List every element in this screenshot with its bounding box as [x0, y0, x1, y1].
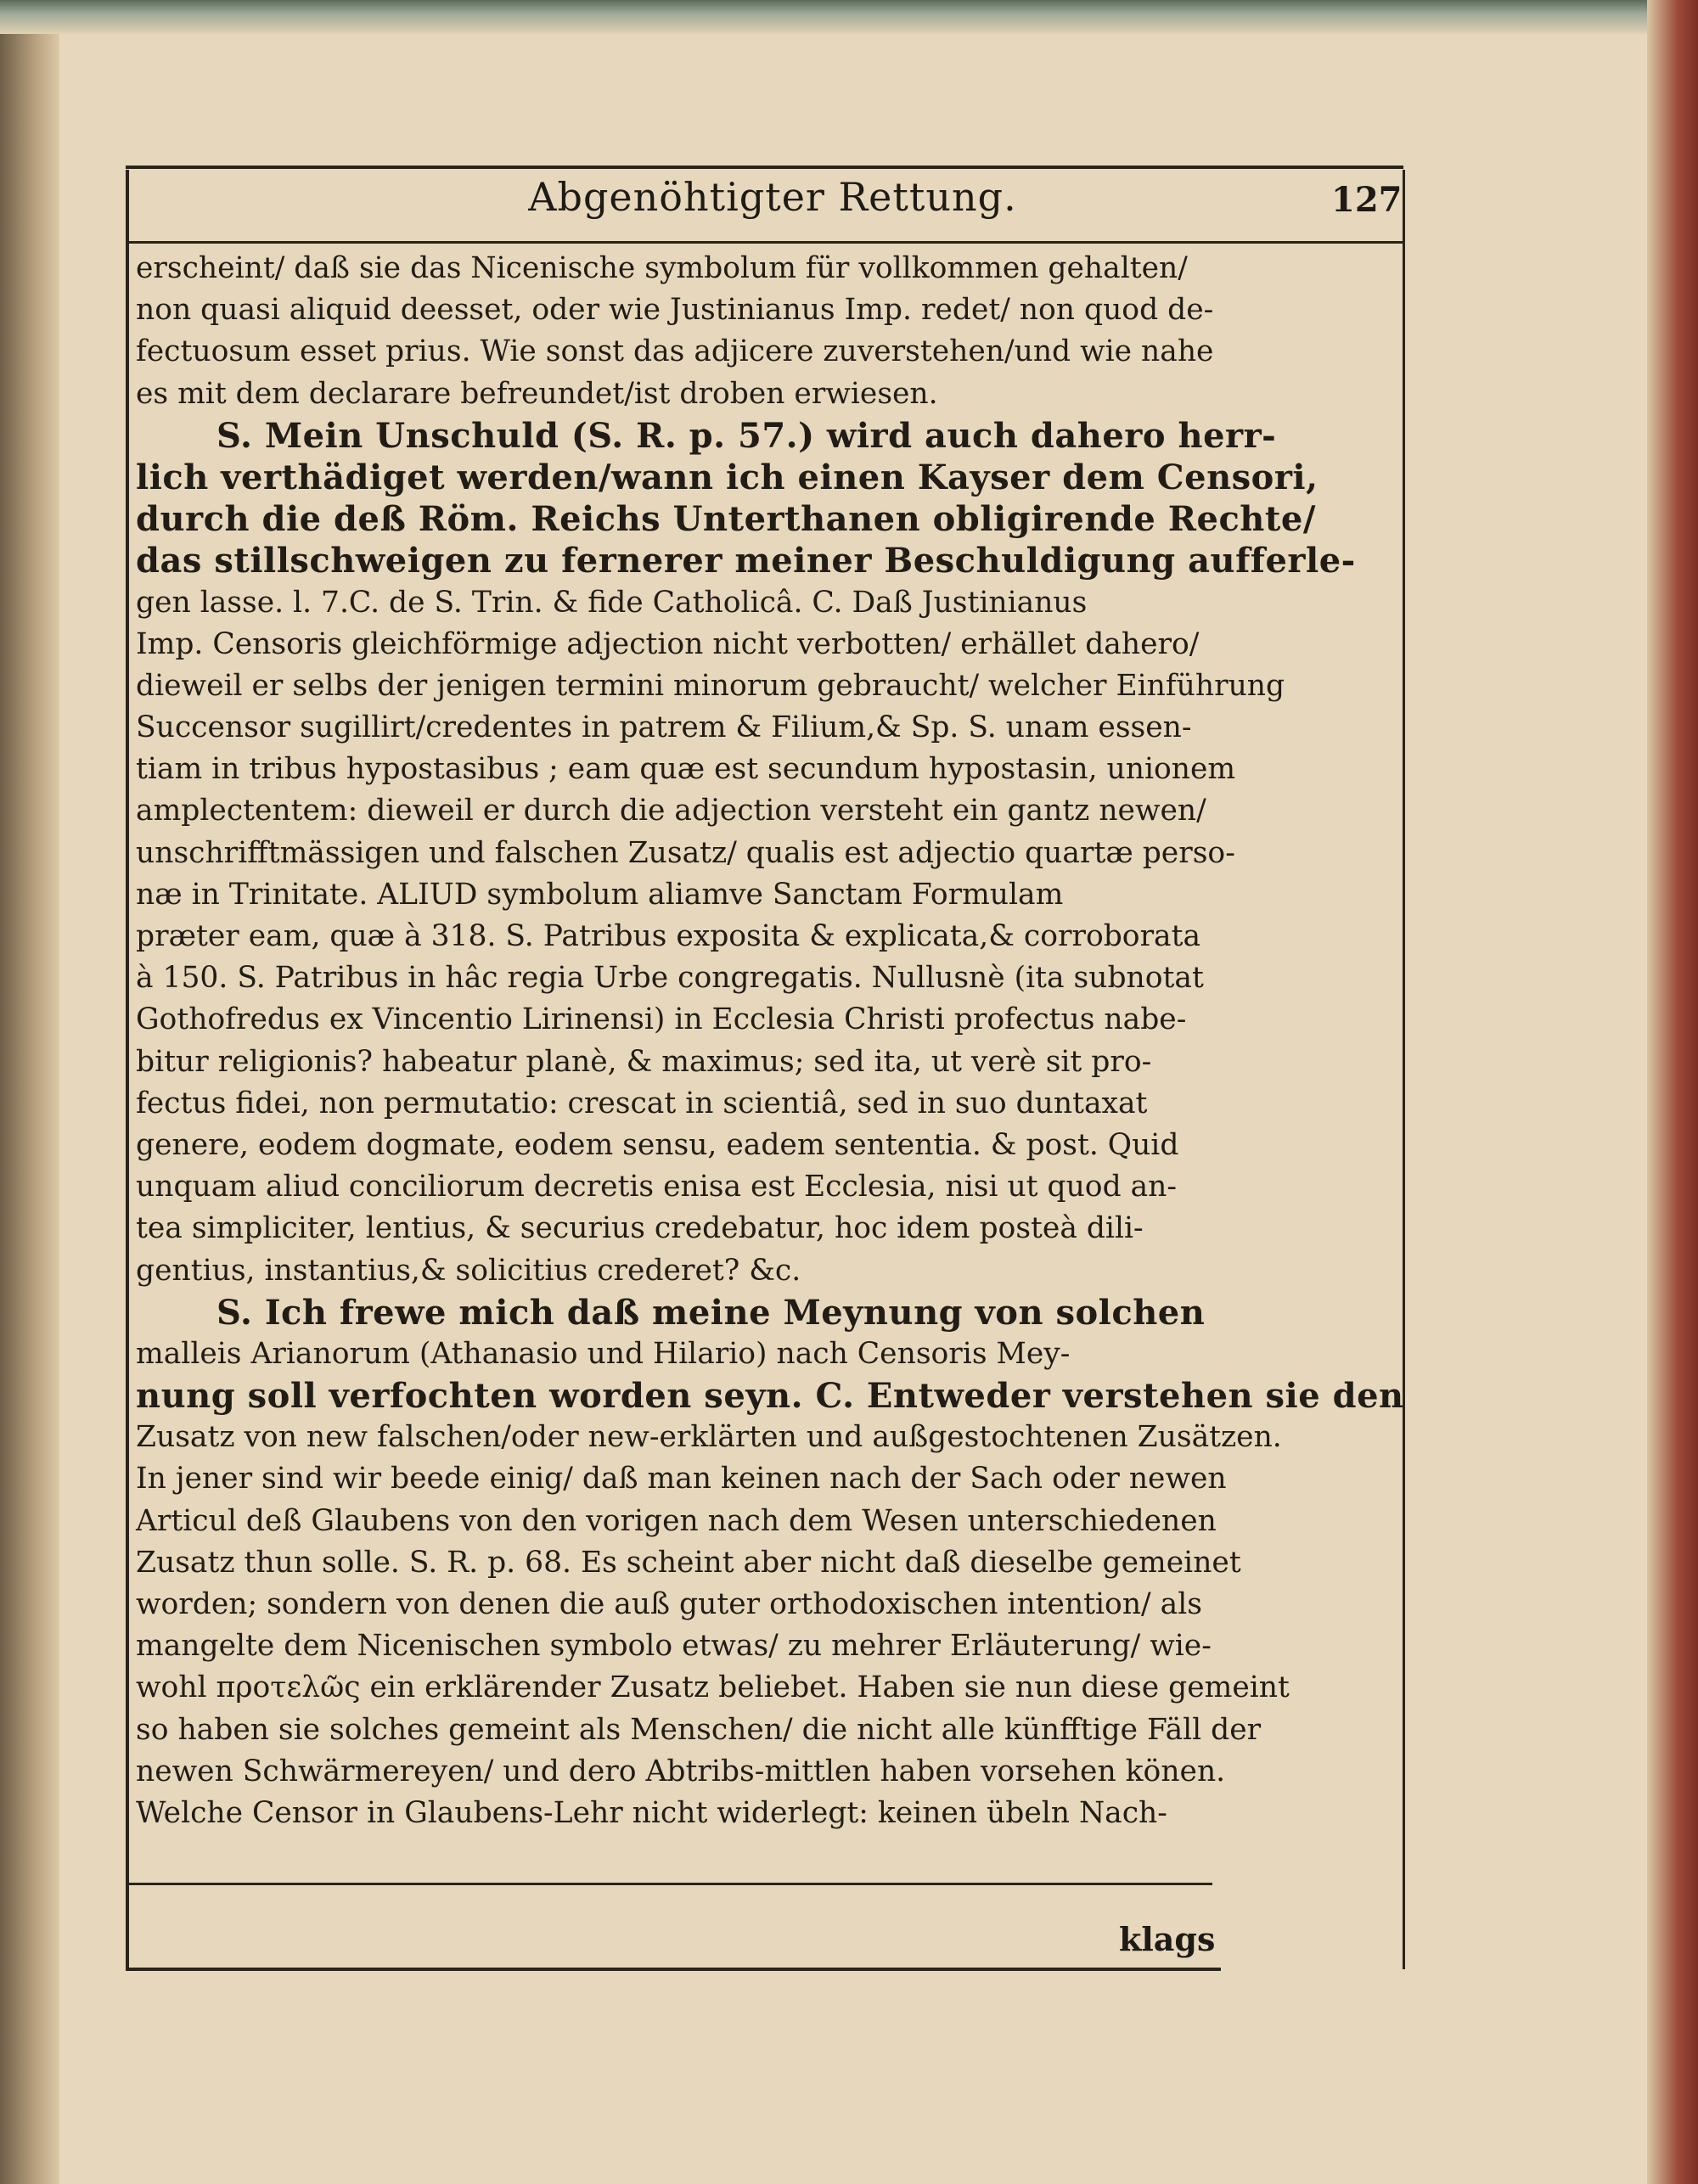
text-line: præter eam, quæ à 318. S. Patribus exposita & explicata,& corroborata	[136, 919, 1201, 953]
text-line: worden; sondern von denen die auß guter orthodoxischen intention/ als	[136, 1587, 1202, 1621]
header-rule-bottom	[126, 241, 1403, 244]
text-line: Gothofredus ex Vincentio Lirinensi) in Ecclesia Christi profectus nabe-	[136, 1002, 1187, 1037]
text-line: unquam aliud conciliorum decretis enisa est Ecclesia, nisi ut quod an-	[136, 1170, 1178, 1204]
text-line: Imp. Censoris gleichförmige adjection nicht verbotten/ erhället dahero/	[136, 626, 1200, 661]
text-line: Zusatz thun solle. S. R. p. 68. Es scheint aber nicht daß dieselbe gemeinet	[136, 1545, 1241, 1580]
frame-bottom-rule	[126, 1968, 1221, 1971]
text-line: malleis Arianorum (Athanasio und Hilario) nach Censoris Mey-	[136, 1336, 1071, 1371]
text-line: wohl προτελῶς ein erklärender Zusatz beliebet. Haben sie nun diese gemeint	[136, 1670, 1290, 1705]
body-text	[136, 248, 1404, 1834]
page-number: 127	[1331, 180, 1403, 220]
text-line: durch die deß Röm. Reichs Unterthanen obligirende Rechte/	[136, 499, 1316, 540]
text-line: Articul deß Glaubens von den vorigen nach dem Wesen unterschiedenen	[136, 1503, 1217, 1538]
text-line: tea simpliciter, lentius, & securius credebatur, hoc idem posteà dili-	[136, 1211, 1144, 1246]
text-line: In jener sind wir beede einig/ daß man keinen nach der Sach oder newen	[136, 1462, 1227, 1496]
text-line: S. Mein Unschuld (S. R. p. 57.) wird auch dahero herr-	[216, 415, 1277, 456]
page-fore-edge	[1647, 0, 1698, 2184]
text-line: es mit dem declarare befreundet/ist droben erwiesen.	[136, 376, 938, 411]
text-line: so haben sie solches gemeint als Menschen/ die nicht alle künfftige Fäll der	[136, 1712, 1262, 1747]
text-line: lich verthädiget werden/wann ich einen Kayser dem Censori,	[136, 457, 1318, 497]
binding-gutter	[0, 0, 59, 2184]
text-line: fectus fidei, non permutatio: crescat in scientiâ, sed in suo duntaxat	[136, 1086, 1148, 1120]
footer-rule	[126, 1883, 1212, 1885]
text-line: gentius, instantius,& solicitius crederet? &c.	[136, 1253, 801, 1288]
text-line: næ in Trinitate. ALIUD symbolum aliamve Sanctam Formulam	[136, 877, 1064, 912]
catchword: klags	[1119, 1920, 1216, 1958]
text-line: unschrifftmässigen und falschen Zusatz/ qualis est adjectio quartæ perso-	[136, 835, 1235, 870]
text-line: gen lasse. l. 7.C. de S. Trin. & fide Catholicâ. C. Daß Justinianus	[136, 585, 1088, 620]
text-line: bitur religionis? habeatur planè, & maximus; sed ita, ut verè sit pro-	[136, 1044, 1152, 1079]
text-line: amplectentem: dieweil er durch die adjection versteht ein gantz newen/	[136, 794, 1206, 828]
text-line: dieweil er selbs der jenigen termini minorum gebraucht/ welcher Einführung	[136, 668, 1285, 703]
text-line: Welche Censor in Glaubens-Lehr nicht widerlegt: keinen übeln Nach-	[136, 1795, 1167, 1830]
text-line: Zusatz von new falschen/oder new-erklärten und außgestochtenen Zusätzen.	[136, 1420, 1282, 1455]
text-line: nung soll verfochten worden seyn. C. Entweder verstehen sie den	[136, 1376, 1404, 1417]
header-rule-top	[126, 166, 1403, 169]
page-top-edge	[0, 0, 1698, 34]
text-line: Succensor sugillirt/credentes in patrem & Filium,& Sp. S. unam essen-	[136, 710, 1192, 745]
text-line: S. Ich frewe mich daß meine Meynung von solchen	[216, 1292, 1206, 1333]
text-line: genere, eodem dogmate, eodem sensu, eadem sententia. & post. Quid	[136, 1127, 1179, 1162]
text-line: tiam in tribus hypostasibus ; eam quæ est secundum hypostasin, unionem	[136, 752, 1236, 787]
text-line: das stillschweigen zu fernerer meiner Beschuldigung aufferle-	[136, 541, 1356, 581]
text-line: fectuosum esset prius. Wie sonst das adjicere zuverstehen/und wie nahe	[136, 334, 1214, 369]
text-line: non quasi aliquid deesset, oder wie Justinianus Imp. redet/ non quod de-	[136, 293, 1214, 328]
text-line: erscheint/ daß sie das Nicenische symbolum für vollkommen gehalten/	[136, 251, 1188, 285]
running-head: Abgenöhtigter Rettung.	[528, 174, 1017, 220]
text-line: mangelte dem Nicenischen symbolo etwas/ zu mehrer Erläuterung/ wie-	[136, 1629, 1212, 1664]
text-line: à 150. S. Patribus in hâc regia Urbe congregatis. Nullusnè (ita subnotat	[136, 961, 1204, 996]
text-line: newen Schwärmereyen/ und dero Abtribs-mittlen haben vorsehen könen.	[136, 1754, 1226, 1788]
